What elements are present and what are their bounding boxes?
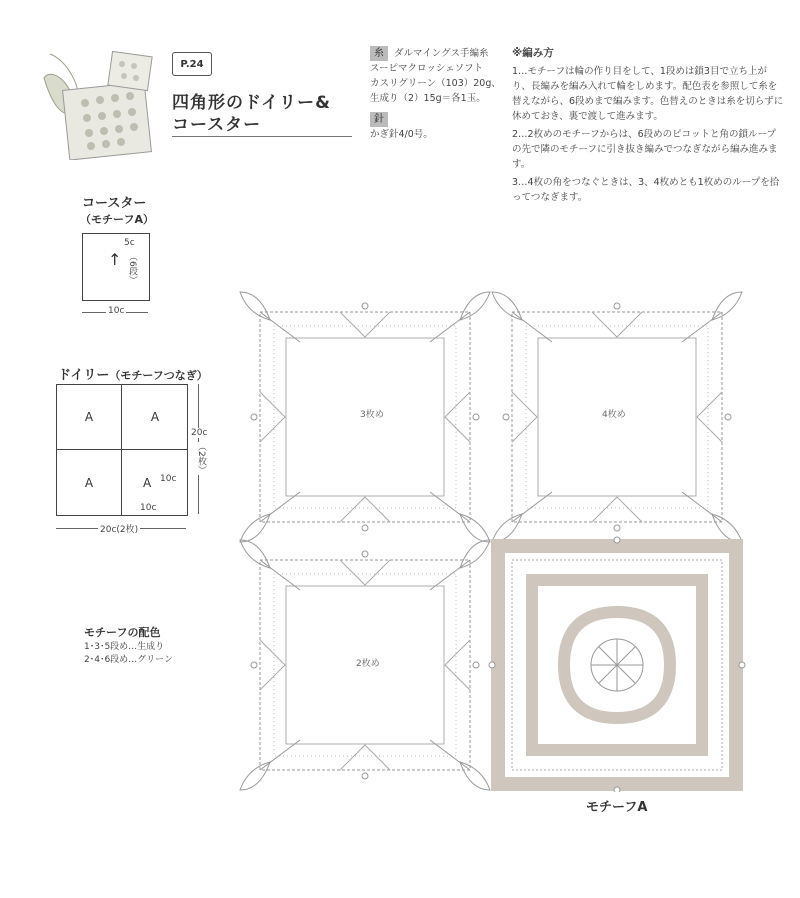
page-title-line2: コースター <box>172 115 262 135</box>
howto-step-1: 1…モチーフは輪の作り目をして、1段めは鎖3目で立ち上がり、長編みを編み入れて輪をしめます。配色表を参照して糸を替えながら、6段めまで編みます。色替えのときは糸を切らずに休めておき、裏で渡して進みます。 <box>512 66 784 122</box>
motif-a-chart <box>489 537 745 792</box>
doily-cell-a4: A <box>143 476 152 490</box>
coaster-dim-bottom: 10c <box>108 306 125 316</box>
doily-dim-inner-bottom: 10c <box>140 503 157 513</box>
yarn-line-1: スーピマクロッシェソフト <box>370 63 484 74</box>
motif-label-4: 4枚め <box>602 410 626 420</box>
howto-step-2: 2…2枚めのモチーフからは、6段めのピコットと角の鎖ループの先で隣のモチーフに引き抜き編みでつなぎながら編み進みます。 <box>512 129 778 170</box>
color-row-2: 2･4･6段め…グリーン <box>84 655 173 665</box>
yarn-tag: 糸 <box>370 46 388 61</box>
doily-sub: （モチーフつなぎ） <box>109 369 208 382</box>
doily-cell-a3: A <box>84 476 94 490</box>
color-table-heading: モチーフの配色 <box>84 626 161 639</box>
coaster-label: コースター <box>82 196 147 211</box>
coaster-dim-rows: （6段） <box>127 252 137 285</box>
motif-a-caption: モチーフA <box>586 800 648 815</box>
arrow-up-icon: ↑ <box>108 250 122 269</box>
yarn-line-3: 生成り（2）15g＝各1玉。 <box>370 93 486 104</box>
howto-step-3: 3…4枚の角をつなぐときは、3、4枚めとも1枚めのループを拾ってつなぎます。 <box>512 177 780 203</box>
page-number-badge: P.24 <box>172 52 212 76</box>
coaster-dim-side: 5c <box>124 238 135 248</box>
doily-heading <box>58 364 208 383</box>
doily-cell-a1: A <box>84 410 94 424</box>
doily-dim-bottom: 20c(2枚) <box>98 522 140 535</box>
motif-label-2: 2枚め <box>356 659 380 669</box>
doily-dim-right-count: （2枚） <box>196 442 206 475</box>
yarn-line-2: カスリグリーン（103）20g、 <box>370 78 501 89</box>
doily-cell-a2: A <box>150 410 160 424</box>
color-row-1: 1･3･5段め…生成り <box>84 642 165 652</box>
howto-heading: ※編み方 <box>512 47 554 59</box>
needle-text: かぎ針4/0号。 <box>370 129 433 140</box>
needle-tag: 針 <box>370 112 388 127</box>
materials-block <box>370 46 510 142</box>
yarn-line-0: ダルマイングス手編糸 <box>394 48 489 59</box>
doily-square <box>56 384 188 516</box>
howto-block <box>512 46 784 208</box>
title-divider <box>172 136 352 137</box>
doily-dim-right: 20c <box>191 428 208 438</box>
coaster-sub: （モチーフA） <box>80 213 154 226</box>
crochet-chart <box>230 282 750 792</box>
motif-label-3: 3枚め <box>360 410 384 420</box>
product-photo <box>40 48 158 160</box>
page-title-line1: 四角形のドイリー& <box>172 93 331 113</box>
doily-label: ドイリー <box>58 368 110 383</box>
doily-dim-inner-right: 10c <box>160 474 177 484</box>
color-table <box>84 641 173 667</box>
